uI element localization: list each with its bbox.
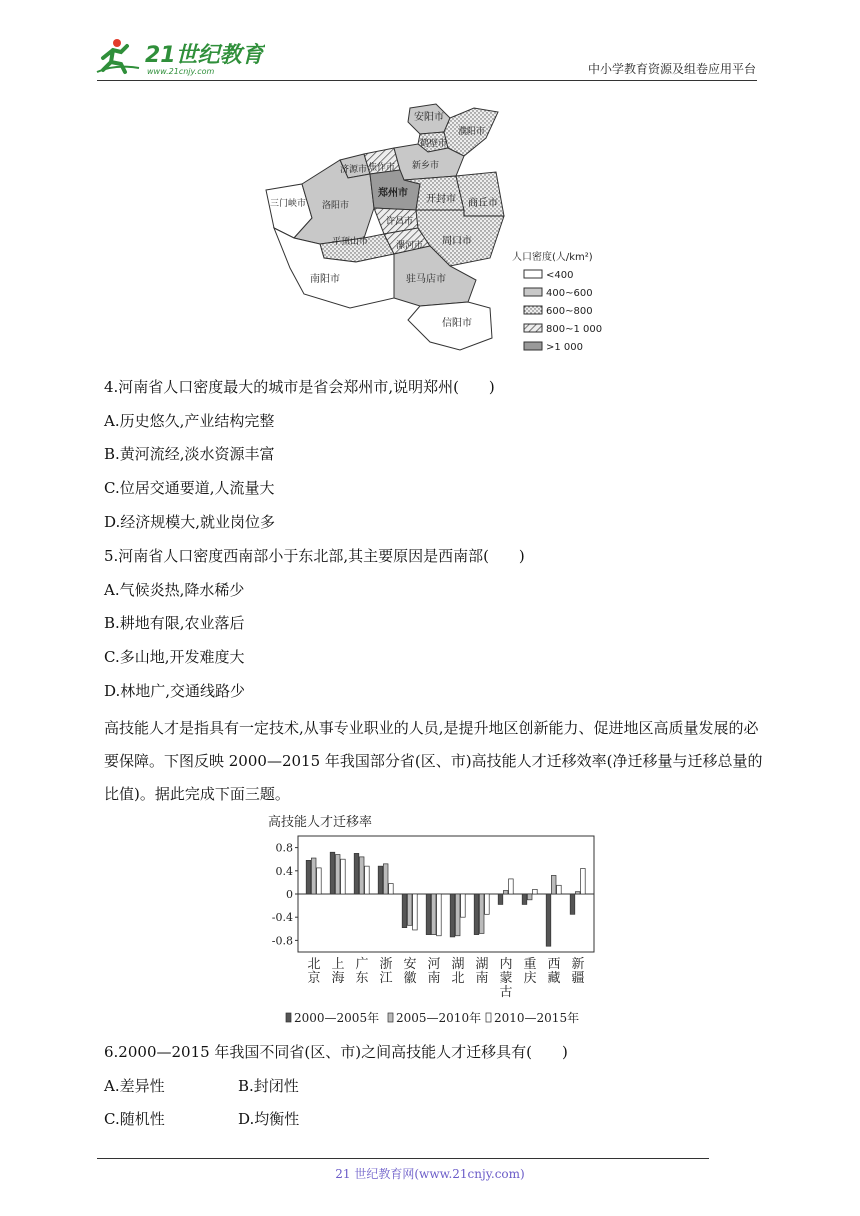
bar-湖北-0 — [450, 894, 455, 937]
map-label-zhoukou: 周口市 — [442, 236, 472, 247]
legend-swatch — [388, 1013, 393, 1022]
bar-新疆-0 — [570, 894, 575, 914]
y-tick-label: 0 — [286, 888, 293, 901]
bar-重庆-1 — [527, 894, 532, 900]
x-tick-label: 安徽 — [403, 957, 417, 986]
bar-浙江-1 — [383, 864, 388, 894]
map-label-kaifeng: 开封市 — [426, 194, 456, 205]
map-label-pingdingshan: 平顶山市 — [332, 237, 369, 247]
x-tick-label: 广东 — [355, 957, 369, 986]
passage-intro: 高技能人才是指具有一定技术,从事专业职业的人员,是提升地区创新能力、促进地区高质量发展的必要保障。下图反映 2000—2015 年我国部分省(区、市)高技能人才迁移效率(净迁移量与迁移总量的比值)。据此完成下面三题。 — [104, 719, 763, 803]
bar-广东-2 — [365, 866, 370, 894]
question-6-stem: 6.2000—2015 年我国不同省(区、市)之间高技能人才迁移具有( ) — [104, 1043, 568, 1061]
bar-新疆-1 — [575, 892, 580, 894]
henan-population-map — [260, 98, 606, 362]
question-5-option-a[interactable]: A.气候炎热,降水稀少 — [104, 581, 245, 599]
map-legend-item: 600~800 — [546, 306, 593, 317]
bar-湖北-1 — [455, 894, 460, 936]
x-tick-label: 西藏 — [547, 957, 561, 986]
bar-河南-2 — [437, 894, 442, 936]
bar-安徽-0 — [402, 894, 407, 928]
map-label-xuchang: 许昌市 — [386, 217, 414, 227]
map-label-zhengzhou: 郑州市 — [378, 188, 408, 199]
legend-swatch — [486, 1013, 491, 1022]
map-label-puyang: 濮阳市 — [458, 127, 486, 137]
map-label-luohe: 漯河市 — [396, 241, 424, 251]
bar-上海-0 — [330, 852, 335, 894]
x-tick-label: 上海 — [331, 957, 345, 986]
map-label-zhumadian: 驻马店市 — [406, 274, 446, 285]
bar-内蒙古-0 — [498, 894, 503, 904]
legend-label: 2010—2015年 — [494, 1011, 580, 1025]
x-tick-label: 内蒙古 — [499, 957, 513, 1000]
question-4-option-a[interactable]: A.历史悠久,产业结构完整 — [104, 412, 275, 430]
legend-swatch — [286, 1013, 291, 1022]
bar-西藏-0 — [546, 894, 551, 946]
map-label-luoyang: 洛阳市 — [322, 201, 350, 211]
bar-重庆-0 — [522, 894, 527, 904]
question-4-option-c[interactable]: C.位居交通要道,人流量大 — [104, 479, 275, 497]
talent-migration-chart — [258, 808, 602, 1030]
question-5-option-d[interactable]: D.林地广,交通线路少 — [104, 682, 246, 700]
question-6-option-c[interactable]: C.随机性 — [104, 1110, 165, 1128]
question-6-option-a[interactable]: A.差异性 — [104, 1077, 165, 1095]
question-5-stem: 5.河南省人口密度西南部小于东北部,其主要原因是西南部( ) — [104, 547, 525, 565]
bar-湖北-2 — [461, 894, 466, 917]
bar-上海-1 — [335, 855, 340, 894]
header-divider — [97, 80, 757, 81]
bar-安徽-1 — [407, 894, 412, 925]
map-label-jiyuan: 济源市 — [340, 165, 368, 175]
footer-divider — [97, 1158, 709, 1159]
bar-北京-1 — [311, 858, 316, 894]
map-legend-item: >1 000 — [546, 342, 584, 353]
logo-text: 21世纪教育 — [145, 43, 264, 68]
y-tick-label: -0.4 — [271, 911, 293, 925]
map-label-hebi: 鹤壁市 — [420, 139, 448, 149]
bar-重庆-2 — [533, 889, 538, 894]
footer-text: 21 世纪教育网(www.21cnjy.com) — [335, 1167, 525, 1181]
logo-url: www.21cnjy.com — [147, 67, 215, 76]
map-legend-title: 人口密度(人/km²) — [512, 252, 593, 263]
bar-北京-2 — [317, 868, 322, 894]
bar-河南-0 — [426, 894, 431, 935]
map-label-jiaozuo: 焦作市 — [368, 163, 396, 173]
bar-内蒙古-1 — [503, 891, 508, 894]
question-6-option-b[interactable]: B.封闭性 — [238, 1077, 299, 1095]
question-5-option-c[interactable]: C.多山地,开发难度大 — [104, 648, 245, 666]
x-tick-label: 湖北 — [451, 957, 465, 986]
site-logo — [95, 34, 265, 78]
bar-浙江-2 — [389, 884, 394, 894]
map-label-xinxiang: 新乡市 — [412, 161, 440, 171]
map-label-xinyang: 信阳市 — [442, 318, 472, 329]
question-4-option-d[interactable]: D.经济规模大,就业岗位多 — [104, 513, 276, 531]
x-tick-label: 重庆 — [523, 957, 537, 986]
bar-广东-1 — [359, 857, 364, 894]
question-5-option-b[interactable]: B.耕地有限,农业落后 — [104, 614, 245, 632]
map-label-anyang: 安阳市 — [414, 112, 444, 123]
bar-西藏-1 — [551, 875, 556, 894]
bar-北京-0 — [306, 860, 311, 894]
bar-湖南-0 — [474, 894, 479, 935]
map-label-nanyang: 南阳市 — [310, 274, 340, 285]
bar-内蒙古-2 — [509, 879, 514, 894]
bar-浙江-0 — [378, 866, 383, 894]
map-legend-item: 800~1 000 — [546, 324, 603, 335]
x-tick-label: 北京 — [307, 957, 321, 986]
x-tick-label: 浙江 — [379, 957, 393, 986]
legend-label: 2000—2005年 — [294, 1011, 380, 1025]
map-label-shangqiu: 商丘市 — [468, 198, 498, 209]
map-legend-item: <400 — [546, 270, 574, 281]
bar-湖南-1 — [479, 894, 484, 933]
y-tick-label: 0.4 — [275, 864, 293, 878]
header-platform-text: 中小学教育资源及组卷应用平台 — [587, 62, 756, 76]
map-legend — [512, 250, 602, 353]
x-tick-label: 湖南 — [475, 957, 489, 986]
y-tick-label: 0.8 — [275, 841, 293, 855]
map-label-sanmenxia: 三门峡市 — [270, 199, 307, 209]
bar-河南-1 — [431, 894, 436, 935]
bar-西藏-2 — [557, 885, 562, 894]
x-tick-label: 新疆 — [571, 957, 585, 986]
runner-icon — [97, 39, 139, 72]
map-legend-item: 400~600 — [546, 288, 593, 299]
bar-广东-0 — [354, 853, 359, 894]
question-6-option-d[interactable]: D.均衡性 — [238, 1110, 300, 1128]
bar-上海-2 — [341, 859, 346, 894]
legend-label: 2005—2010年 — [396, 1011, 482, 1025]
bar-安徽-2 — [413, 894, 418, 930]
bar-新疆-2 — [581, 868, 586, 894]
x-tick-label: 河南 — [427, 957, 441, 986]
y-tick-label: -0.8 — [271, 934, 293, 948]
chart-title: 高技能人才迁移率 — [268, 815, 373, 830]
question-4-stem: 4.河南省人口密度最大的城市是省会郑州市,说明郑州( ) — [104, 378, 495, 396]
question-4-option-b[interactable]: B.黄河流经,淡水资源丰富 — [104, 445, 275, 463]
bar-湖南-2 — [485, 894, 490, 914]
